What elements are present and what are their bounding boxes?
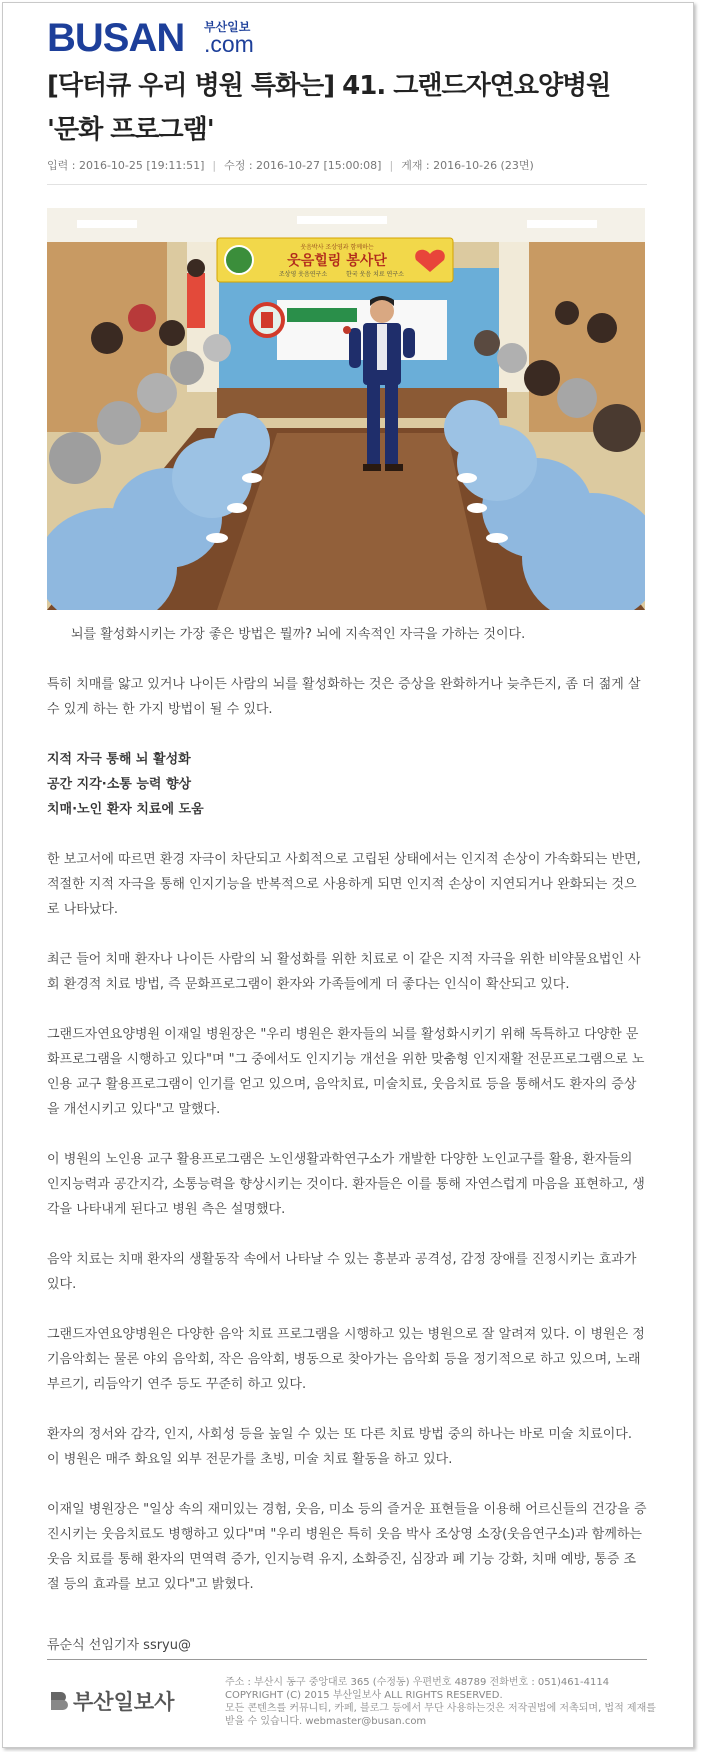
meta-divider: | [389, 159, 394, 172]
paragraph: 특히 치매를 앓고 있거나 나이든 사람의 뇌를 활성화하는 것은 증상을 완화하거나 늦추든지, 좀 더 젊게 살 수 있게 하는 한 가지 방법이 될 수 있다. [47, 677, 641, 717]
meta-divider: | [212, 159, 217, 172]
input-date: 입력 : 2016-10-25 [19:11:51] [47, 159, 205, 172]
footer-info [225, 1676, 656, 1728]
banner-main-text: 웃음힐링 봉사단 [287, 253, 387, 269]
footer-address: 주소 : 부산시 동구 중앙대로 365 (수정동) 우편번호 48789 전화번호 : 051)461-4114 [225, 1677, 610, 1688]
footer-divider [47, 1659, 647, 1660]
busan-ilbo-icon [47, 1688, 69, 1710]
published-date: 게재 : 2016-10-26 (23면) [401, 159, 534, 172]
photo-banner [217, 238, 453, 282]
paragraph: 그랜드자연요양병원 이재일 병원장은 "우리 병원은 환자들의 뇌를 활성화시키기 위해 독특하고 다양한 문화프로그램을 시행하고 있다"며 "그 중에서도 인지기능 개선을 위한 맞춤형 인지재활 전문프로그램으로 노인용 교구 활용프로그램이 인기를 얻고 있으며, 음악치료, 미술치료, 웃음치료 등을 통해서도 환자의 증상을 개선시키고 있다"고 말했다. [47, 1027, 645, 1117]
article-title: [닥터큐 우리 병원 특화는] 41. 그랜드자연요양병원 '문화 프로그램' [47, 71, 611, 145]
footer-notice: 받을 수 있습니다. webmaster@busan.com [225, 1716, 427, 1727]
paragraph: 최근 들어 치매 환자나 나이든 사람의 뇌 활성화를 위한 치료로 이 같은 지적 자극을 위한 비약물요법인 사회 환경적 치료 방법, 즉 문화프로그램이 환자와 가족들에게 더 좋다는 인식이 확산되고 있다. [47, 952, 641, 992]
footer-company-name: 부산일보사 [73, 1690, 175, 1714]
banner-sub1: 조상영 웃음연구소 [278, 271, 328, 278]
paragraph: 환자의 정서와 감각, 인지, 사회성 등을 높일 수 있는 또 다른 치료 방법 중의 하나는 바로 미술 치료이다. 이 병원은 매주 화요일 외부 전문가를 초빙, 미술 치료 활동을 하고 있다. [47, 1427, 632, 1467]
paragraph: 이재일 병원장은 "일상 속의 재미있는 경험, 웃음, 미소 등의 즐거운 표현들을 이용해 어르신들의 건강을 증진시키는 웃음치료도 병행하고 있다"며 "우리 병원은 특히 웃음 박사 조상영 소장(웃음연구소)과 함께하는 웃음 치료를 통해 환자의 면역력 증가, 인지능력 유지, 소화증진, 심장과 폐 기능 강화, 치매 예방, 통증 조절 등의 효과를 보고 있다"고 밝혔다. [47, 1502, 647, 1592]
subheading: 지적 자극 통해 뇌 활성화 [47, 752, 191, 767]
footer-copyright: COPYRIGHT (C) 2015 부산일보사 ALL RIGHTS RESERVED. [225, 1690, 503, 1701]
paragraph: 뇌를 활성화시키는 가장 좋은 방법은 뭘까? 뇌에 지속적인 자극을 가하는 것이다. [71, 627, 526, 642]
logo-dotcom: .com [204, 31, 254, 57]
title-divider [47, 184, 647, 185]
subheading: 공간 지각·소통 능력 향상 [47, 777, 192, 792]
banner-sub2: 한국 웃음 치료 연구소 [346, 271, 404, 278]
article-body [47, 622, 647, 1622]
banner-small-text: 웃음박사 조상영과 함께하는 [300, 244, 374, 251]
paragraph: 한 보고서에 따르면 환경 자극이 차단되고 사회적으로 고립된 상태에서는 인지적 손상이 가속화되는 반면, 적절한 지적 자극을 통해 인지기능을 반복적으로 사용하게 되면 인지적 손상이 지연되거나 완화되는 것으로 나타났다. [47, 852, 641, 917]
footer-notice: 모든 콘텐츠를 커뮤니티, 카페, 블로그 등에서 무단 사용하는것은 저작권법에 저촉되며, 법적 제재를 [225, 1703, 656, 1714]
subheading: 치매·노인 환자 치료에 도움 [47, 802, 204, 817]
paragraph: 그랜드자연요양병원은 다양한 음악 치료 프로그램을 시행하고 있는 병원으로 잘 알려져 있다. 이 병원은 정기음악회는 물론 야외 음악회, 작은 음악회, 병동으로 찾아가는 음악회 등을 정기적으로 하고 있으며, 노래 부르기, 리듬악기 연주 등도 꾸준히 하고 있다. [47, 1327, 645, 1392]
article-photo [47, 208, 645, 610]
reporter-byline: 류순식 선임기자 ssryu@ [47, 1638, 191, 1653]
logo-korean: 부산일보 [204, 20, 251, 34]
logo-wordmark: BUSAN [47, 16, 185, 60]
footer-company-logo [47, 1686, 187, 1716]
paragraph: 음악 치료는 치매 환자의 생활동작 속에서 나타날 수 있는 흥분과 공격성, 감정 장애를 진정시키는 효과가 있다. [47, 1252, 637, 1292]
article-meta [47, 157, 534, 173]
paragraph: 이 병원의 노인용 교구 활용프로그램은 노인생활과학연구소가 개발한 다양한 노인교구를 활용, 환자들의 인지능력과 공간지각, 소통능력을 향상시키는 것이다. 환자들은 이를 통해 자연스럽게 마음을 표현하고, 생각을 나타내게 된다고 병원 측은 설명했다. [47, 1152, 645, 1217]
modified-date: 수정 : 2016-10-27 [15:00:08] [224, 159, 382, 172]
